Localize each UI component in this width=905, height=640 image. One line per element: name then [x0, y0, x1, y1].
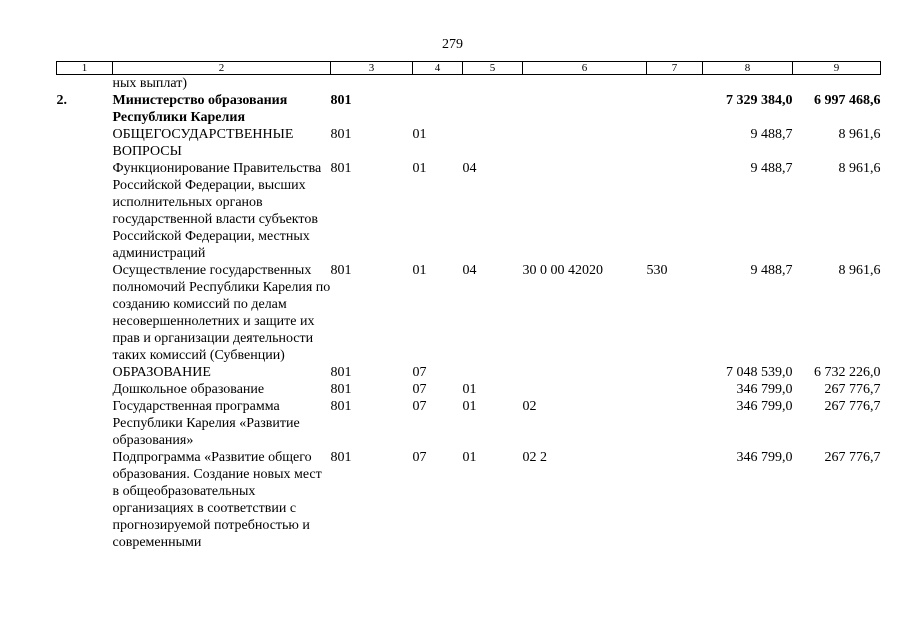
row-amount-year-1: 9 488,7	[750, 263, 793, 278]
budget-table	[56, 61, 881, 551]
row-ministry-code: 801	[330, 365, 352, 380]
row-subsection: 01	[462, 382, 477, 397]
row-target-article	[523, 364, 647, 381]
row-name: ОБЩЕГОСУДАРСТВЕННЫЕ ВОПРОСЫ	[112, 127, 294, 159]
row-expense-type	[647, 126, 703, 160]
row-expense-type	[647, 398, 703, 449]
row-amount-year-2: 8 961,6	[838, 127, 881, 142]
row-amount-year-2: 267 776,7	[824, 450, 881, 465]
row-name: Осуществление государственных полномочий Республики Карелия по созданию комиссий по делам несовершеннолетних и защите их прав и организации деятельности таких комиссий (Субвенции)	[112, 263, 331, 363]
table-row	[57, 381, 881, 398]
row-number: 2.	[56, 93, 67, 108]
table-row	[57, 126, 881, 160]
row-ministry-code: 801	[330, 399, 352, 414]
row-amount-year-1: 346 799,0	[736, 450, 793, 465]
row-expense-type	[647, 381, 703, 398]
table-row	[57, 75, 881, 93]
row-section: 07	[412, 450, 427, 465]
row-target-article	[523, 92, 647, 126]
row-ministry-code	[331, 75, 413, 93]
table-row	[57, 92, 881, 126]
row-expense-type	[647, 92, 703, 126]
table-row	[57, 364, 881, 381]
row-expense-type	[647, 364, 703, 381]
row-amount-year-2: 8 961,6	[838, 161, 881, 176]
table-row	[57, 160, 881, 262]
row-amount-year-1: 9 488,7	[750, 127, 793, 142]
table-row	[57, 449, 881, 551]
row-target-article	[523, 126, 647, 160]
row-name: Функционирование Правительства Российской Федерации, высших исполнительных органов государственной власти субъектов Российской Федерации, местных администраций	[112, 161, 322, 261]
table-row	[57, 262, 881, 364]
page-number: 279	[442, 37, 463, 52]
row-target-article: 30 0 00 42020	[522, 263, 603, 278]
row-amount-year-1: 7 048 539,0	[726, 365, 793, 380]
header-col-8: 8	[703, 62, 793, 75]
row-target-article	[523, 381, 647, 398]
row-name: Дошкольное образование	[112, 382, 265, 397]
row-ministry-code: 801	[330, 161, 352, 176]
row-target-article: 02 2	[522, 450, 547, 465]
row-subsection: 04	[462, 161, 477, 176]
row-amount-year-1: 9 488,7	[750, 161, 793, 176]
header-col-6: 6	[523, 62, 647, 75]
header-col-1: 1	[57, 62, 113, 75]
row-amount-year-1: 346 799,0	[736, 382, 793, 397]
header-col-4: 4	[413, 62, 463, 75]
row-subsection: 04	[462, 263, 477, 278]
header-col-3: 3	[331, 62, 413, 75]
table-body	[57, 75, 881, 552]
column-number-header	[57, 62, 881, 75]
table-row	[57, 398, 881, 449]
row-section: 07	[412, 399, 427, 414]
row-name: Министерство образования Республики Карелия	[112, 93, 288, 125]
row-ministry-code: 801	[330, 127, 352, 142]
row-name: ных выплат)	[112, 76, 188, 91]
row-subsection	[463, 75, 523, 93]
row-number	[57, 398, 113, 449]
row-target-article: 02	[522, 399, 537, 414]
row-amount-year-2: 6 997 468,6	[814, 93, 881, 108]
row-expense-type: 530	[646, 263, 668, 278]
row-number	[57, 126, 113, 160]
row-ministry-code: 801	[330, 263, 352, 278]
row-number	[57, 449, 113, 551]
row-target-article	[523, 75, 647, 93]
row-target-article	[523, 160, 647, 262]
row-amount-year-2: 267 776,7	[824, 399, 881, 414]
row-amount-year-2: 8 961,6	[838, 263, 881, 278]
row-amount-year-2	[793, 75, 881, 93]
row-section: 01	[412, 161, 427, 176]
row-number	[57, 75, 113, 93]
row-subsection: 01	[462, 450, 477, 465]
row-amount-year-1: 346 799,0	[736, 399, 793, 414]
row-subsection	[463, 92, 523, 126]
row-ministry-code: 801	[330, 93, 352, 108]
row-subsection	[463, 126, 523, 160]
row-amount-year-1	[703, 75, 793, 93]
row-name: Подпрограмма «Развитие общего образования. Создание новых мест в общеобразовательных организациях в соответствии с прогнозируемой потребностью и современными	[112, 450, 322, 550]
row-name: Государственная программа Республики Карелия «Развитие образования»	[112, 399, 300, 448]
row-section: 07	[412, 365, 427, 380]
row-ministry-code: 801	[330, 382, 352, 397]
header-col-9: 9	[793, 62, 881, 75]
row-expense-type	[647, 75, 703, 93]
row-expense-type	[647, 160, 703, 262]
header-col-2: 2	[113, 62, 331, 75]
row-subsection: 01	[462, 399, 477, 414]
row-amount-year-1: 7 329 384,0	[726, 93, 793, 108]
row-section: 01	[412, 263, 427, 278]
header-col-7: 7	[647, 62, 703, 75]
row-number	[57, 160, 113, 262]
row-number	[57, 262, 113, 364]
row-section: 01	[412, 127, 427, 142]
row-expense-type	[647, 449, 703, 551]
row-ministry-code: 801	[330, 450, 352, 465]
row-number	[57, 381, 113, 398]
header-col-5: 5	[463, 62, 523, 75]
row-section	[413, 75, 463, 93]
row-amount-year-2: 267 776,7	[824, 382, 881, 397]
row-section: 07	[412, 382, 427, 397]
row-number	[57, 364, 113, 381]
row-name: ОБРАЗОВАНИЕ	[112, 365, 211, 380]
row-amount-year-2: 6 732 226,0	[814, 365, 881, 380]
row-section	[413, 92, 463, 126]
row-subsection	[463, 364, 523, 381]
